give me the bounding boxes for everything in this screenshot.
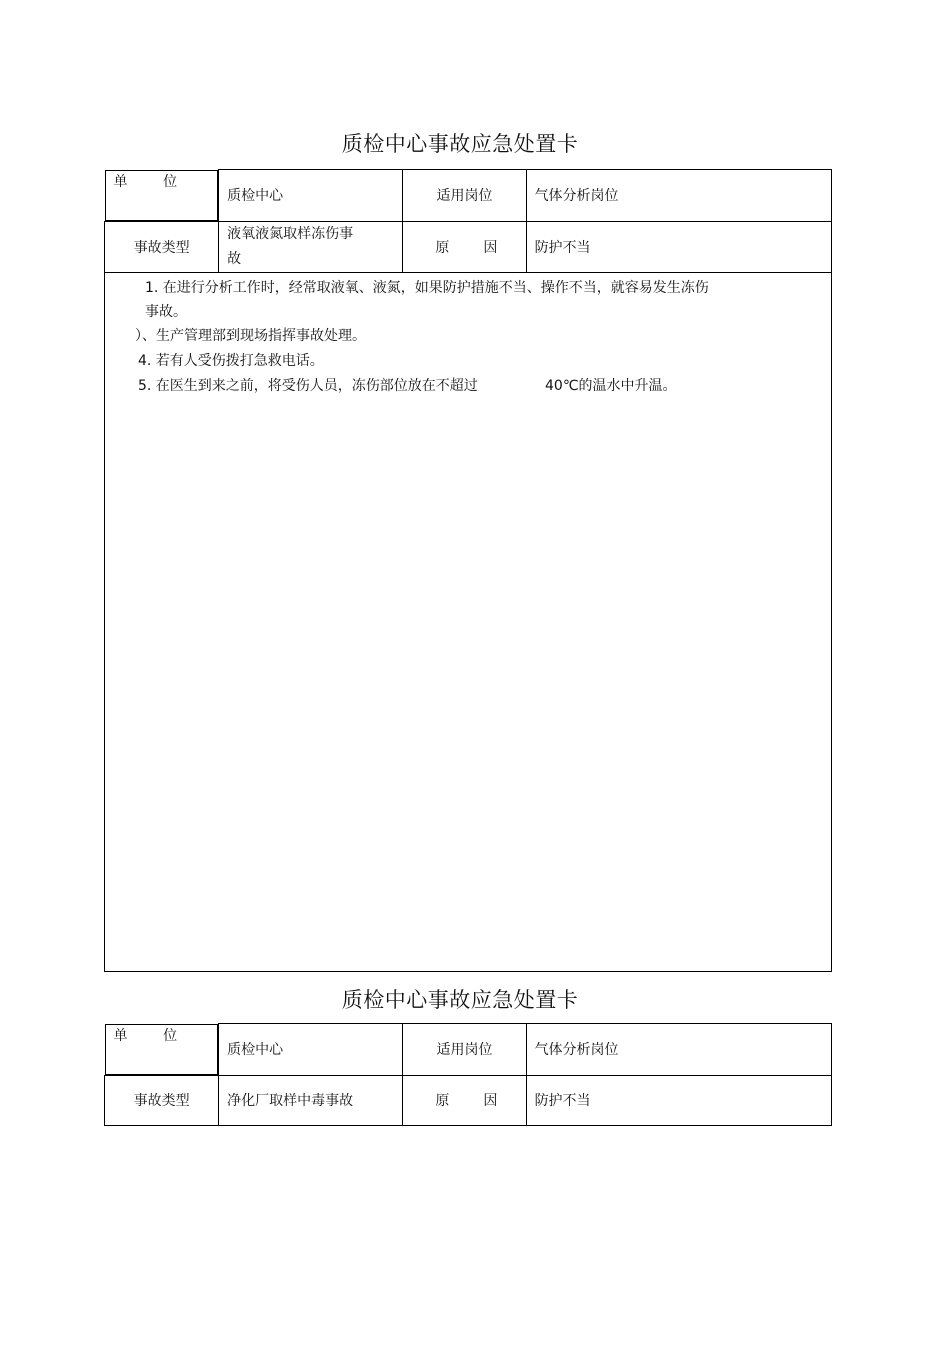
type-value — [219, 221, 403, 272]
card1-row-type — [105, 221, 832, 272]
procedure-text — [105, 273, 831, 971]
unit-label: 单 位 — [105, 1024, 219, 1075]
post-value: 气体分析岗位 — [526, 1024, 831, 1076]
card2-row-unit — [105, 1024, 832, 1076]
type-label: 事故类型 — [105, 221, 219, 272]
procedure-item-4: 4. 若有人受伤拨打急救电话。 — [138, 352, 324, 369]
card2-row-type — [105, 1075, 832, 1125]
card1-row-unit — [105, 170, 832, 222]
procedure-item-1-line1: 1. 在进行分析工作时，经常取液氧、液氮，如果防护措施不当、操作不当，就容易发生冻伤 — [145, 279, 709, 296]
cause-value: 防护不当 — [526, 1075, 831, 1125]
post-label: 适用岗位 — [403, 1024, 526, 1076]
procedure-item-1-line2: 事故。 — [145, 303, 187, 320]
card1-table — [104, 169, 832, 972]
content-cell — [105, 272, 832, 971]
type-value-line1: 液氧液氮取样冻伤事 — [227, 225, 354, 242]
procedure-item-fragment: ）、生产管理部到现场指挥事故处理。 — [135, 327, 366, 344]
type-label: 事故类型 — [105, 1075, 219, 1125]
type-value-line2: 故 — [227, 250, 242, 267]
procedure-item-5-part2: 40℃的温水中升温。 — [545, 377, 677, 394]
card1-row-content — [105, 272, 832, 971]
card1-title: 质检中心事故应急处置卡 — [341, 132, 579, 156]
cause-value: 防护不当 — [526, 221, 831, 272]
unit-value: 质检中心 — [219, 1024, 403, 1076]
post-value: 气体分析岗位 — [526, 170, 831, 222]
unit-label: 单 位 — [105, 170, 219, 221]
post-label: 适用岗位 — [403, 170, 526, 222]
card2-title: 质检中心事故应急处置卡 — [341, 988, 579, 1012]
type-value: 净化厂取样中毒事故 — [219, 1075, 403, 1125]
unit-value: 质检中心 — [219, 170, 403, 222]
card2-table — [104, 1023, 832, 1126]
cause-label: 原 因 — [403, 1075, 526, 1125]
cause-label: 原 因 — [403, 221, 526, 272]
procedure-item-5-part1: 5. 在医生到来之前，将受伤人员，冻伤部位放在不超过 — [138, 377, 478, 394]
